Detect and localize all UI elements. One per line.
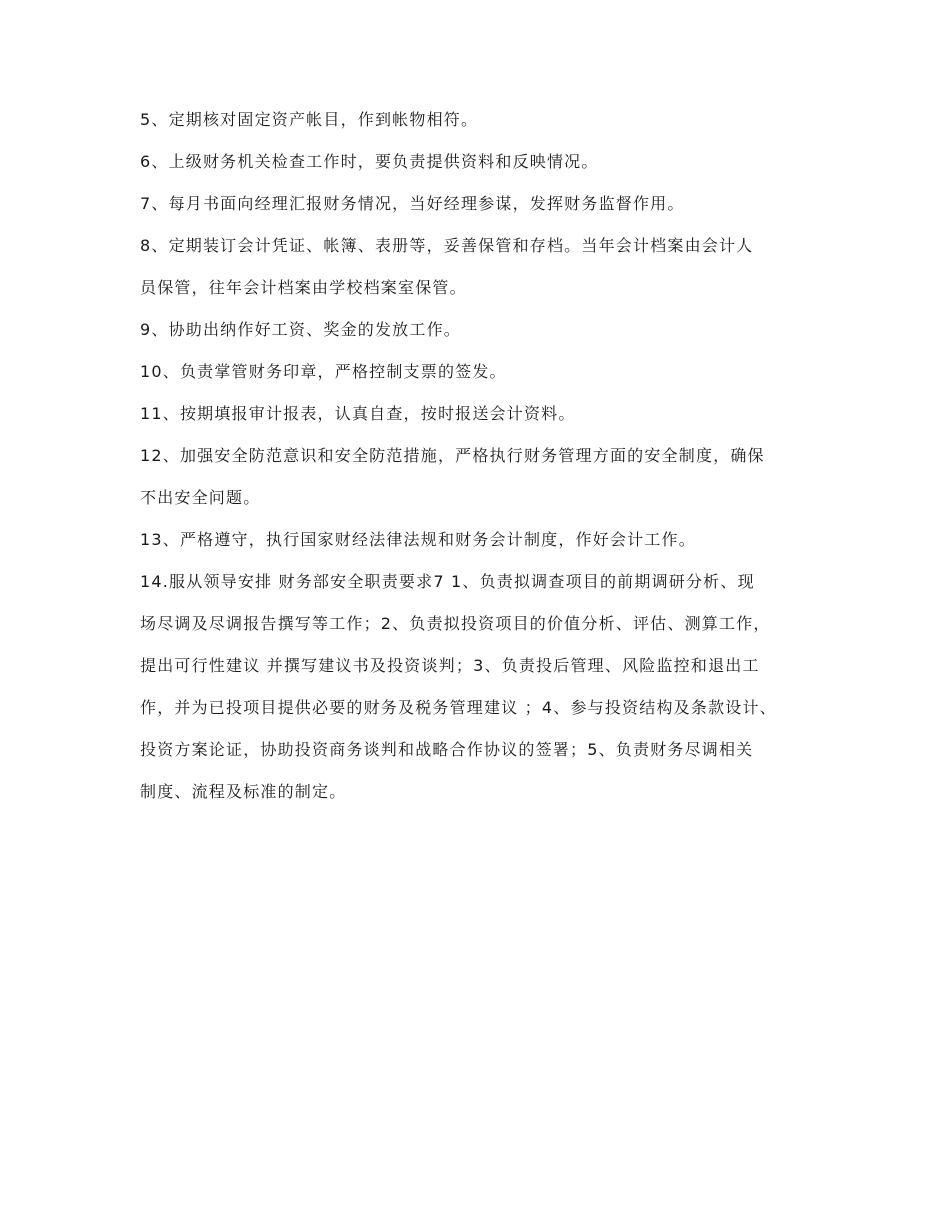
text-line: 提出可行性建议 并撰写建议书及投资谈判；3、负责投后管理、风险监控和退出工 — [140, 656, 760, 675]
text-line: 14.服从领导安排 财务部安全职责要求7 1、负责拟调查项目的前期调研分析、现 — [140, 572, 755, 591]
text-line: 不出安全问题。 — [140, 488, 261, 507]
text-line: 制度、流程及标准的制定。 — [140, 782, 347, 801]
text-line: 11、按期填报审计报表，认真自查，按时报送会计资料。 — [140, 404, 576, 423]
text-line: 5、定期核对固定资产帐目，作到帐物相符。 — [140, 110, 479, 129]
text-line: 9、协助出纳作好工资、奖金的发放工作。 — [140, 320, 461, 339]
text-line: 7、每月书面向经理汇报财务情况，当好经理参谋，发挥财务监督作用。 — [140, 194, 685, 213]
text-line: 12、加强安全防范意识和安全防范措施，严格执行财务管理方面的安全制度，确保 — [140, 446, 765, 465]
text-line: 作，并为已投项目提供必要的财务及税务管理建议 ；4、参与投资结构及条款设计、 — [140, 698, 777, 717]
text-line: 员保管，往年会计档案由学校档案室保管。 — [140, 278, 467, 297]
text-line: 投资方案论证，协助投资商务谈判和战略合作协议的签署；5、负责财务尽调相关 — [140, 740, 754, 759]
text-line: 6、上级财务机关检查工作时，要负责提供资料和反映情况。 — [140, 152, 599, 171]
text-line: 13、严格遵守，执行国家财经法律法规和财务会计制度，作好会计工作。 — [140, 530, 696, 549]
text-line: 10、负责掌管财务印章，严格控制支票的签发。 — [140, 362, 507, 381]
document-body — [140, 110, 830, 824]
text-line: 场尽调及尽调报告撰写等工作；2、负责拟投资项目的价值分析、评估、测算工作， — [140, 614, 771, 633]
text-line: 8、定期装订会计凭证、帐簿、表册等，妥善保管和存档。当年会计档案由会计人 — [140, 236, 754, 255]
